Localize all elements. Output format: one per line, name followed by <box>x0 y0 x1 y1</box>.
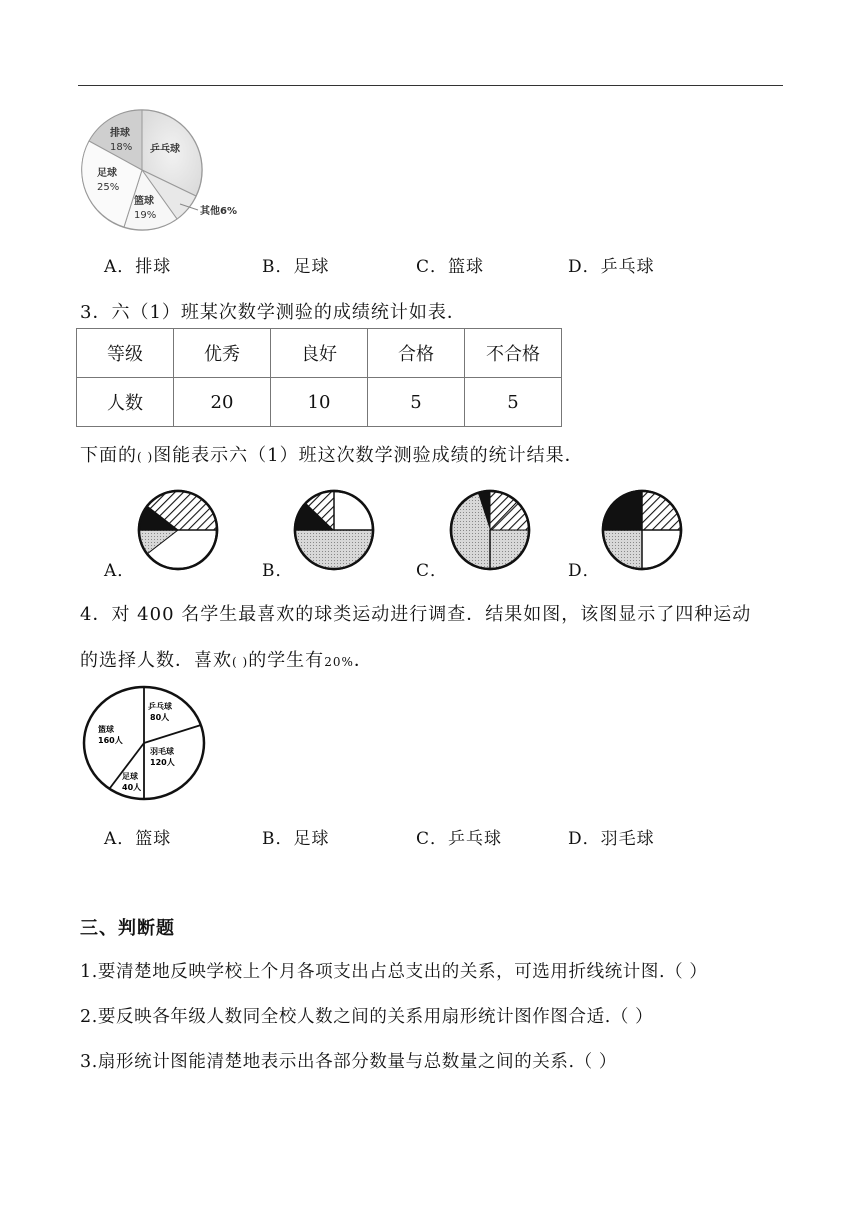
q3-pie-d <box>600 488 686 574</box>
judge-item-3: 3.扇形统计图能清楚地表示出各部分数量与总数量之间的关系.（ ） <box>80 1052 618 1072</box>
table-cell: 合格 <box>368 329 465 378</box>
q3-pie-a <box>136 488 222 574</box>
table-cell: 不合格 <box>465 329 562 378</box>
q3-stem: 3．六（1）班某次数学测验的成绩统计如表． <box>80 302 466 323</box>
q4-option-d: D．羽毛球 <box>568 829 655 849</box>
pie1-value-football: 25% <box>97 182 120 193</box>
section-title: 三、判断题 <box>80 918 175 939</box>
table-cell: 良好 <box>271 329 368 378</box>
pie2-label-basketball: 篮球 <box>98 725 114 734</box>
pie2-value-badminton: 120人 <box>150 758 175 767</box>
pie1-label-basketball: 篮球 <box>134 196 154 207</box>
q4-stem-before: 的选择人数．喜欢 <box>80 650 232 671</box>
pie1-label-pingpong: 乒乓球 <box>150 144 180 155</box>
pie2-label-badminton: 羽毛球 <box>150 747 174 756</box>
q4-stem-after: 的学生有 <box>248 650 325 671</box>
q3-question-before: 下面的 <box>80 445 137 466</box>
q3-question <box>80 441 584 467</box>
pie-chart-sports-percent <box>80 108 260 233</box>
header-rule <box>78 85 783 86</box>
table-cell: 5 <box>465 378 562 427</box>
pie2-value-basketball: 160人 <box>98 736 123 745</box>
q3-option-a: A． <box>104 561 136 581</box>
q2-option-d: D．乒乓球 <box>568 257 655 277</box>
q2-option-b: B．足球 <box>262 257 330 277</box>
pie2-value-pingpong: 80人 <box>150 713 170 722</box>
q3-option-d: D． <box>568 561 601 581</box>
grades-table-data-row <box>77 378 562 427</box>
table-cell: 优秀 <box>174 329 271 378</box>
table-cell: 10 <box>271 378 368 427</box>
judge-item-2: 2.要反映各年级人数同全校人数之间的关系用扇形统计图作图合适.（ ） <box>80 1007 654 1027</box>
q3-pie-c <box>448 488 534 574</box>
pie2-label-pingpong: 乒乓球 <box>148 702 172 711</box>
pie1-value-volleyball: 18% <box>110 142 133 153</box>
q3-option-b: B． <box>262 561 294 581</box>
table-cell: 5 <box>368 378 465 427</box>
pie1-label-other: 其他6% <box>200 206 237 217</box>
q4-option-a: A．篮球 <box>104 829 172 849</box>
q4-stem-line2: 的选择人数．喜欢( )的学生有20%． <box>80 650 373 671</box>
q3-pie-b <box>292 488 378 574</box>
pie1-label-volleyball: 排球 <box>110 128 130 139</box>
q3-blank: ( ) <box>137 450 154 464</box>
q4-blank: ( ) <box>232 655 249 669</box>
pie2-value-football: 40人 <box>122 783 142 792</box>
q2-option-a: A．排球 <box>104 257 172 277</box>
grades-table-header-row <box>77 329 562 378</box>
q2-option-c: C．篮球 <box>416 257 485 277</box>
table-cell: 20 <box>174 378 271 427</box>
q4-stem-line1: 4．对 400 名学生最喜欢的球类运动进行调查．结果如图，该图显示了四种运动 <box>80 604 752 625</box>
q3-option-c: C． <box>416 561 449 581</box>
q4-option-c: C．乒乓球 <box>416 829 503 849</box>
table-cell: 等级 <box>77 329 174 378</box>
pie1-value-basketball: 19% <box>134 210 157 221</box>
q4-percent: 20% <box>324 655 354 669</box>
pie2-label-football: 足球 <box>122 772 138 781</box>
pie1-label-football: 足球 <box>97 168 117 179</box>
q3-question-after: 图能表示六（1）班这次数学测验成绩的统计结果． <box>153 445 584 466</box>
table-cell: 人数 <box>77 378 174 427</box>
q4-option-b: B．足球 <box>262 829 330 849</box>
judge-item-1: 1.要清楚地反映学校上个月各项支出占总支出的关系，可选用折线统计图.（ ） <box>80 962 708 982</box>
grades-table <box>76 328 562 427</box>
pie-chart-sports-count <box>80 684 210 804</box>
